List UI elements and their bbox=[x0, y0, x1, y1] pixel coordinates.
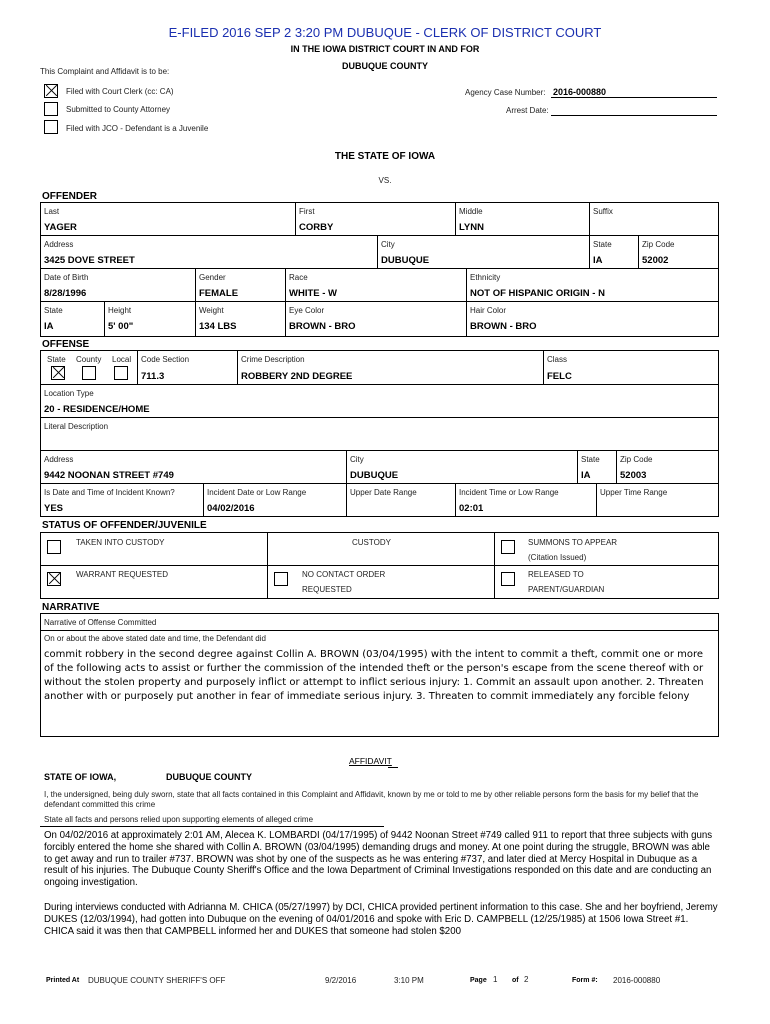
first-name-label: First bbox=[299, 207, 315, 216]
filed-with-jco-checkbox[interactable] bbox=[44, 120, 58, 134]
of-label: of bbox=[512, 977, 519, 984]
agency-case-label: Agency Case Number: bbox=[465, 88, 546, 97]
narrative-sub-label: Narrative of Offense Committed bbox=[44, 618, 157, 627]
offense-local-checkbox[interactable] bbox=[114, 366, 128, 380]
custody-label: CUSTODY bbox=[352, 538, 391, 547]
offender-title: OFFENDER bbox=[42, 191, 97, 202]
incident-city-label: City bbox=[350, 455, 364, 464]
dob-label: Date of Birth bbox=[44, 273, 89, 282]
offense-state-label: State bbox=[47, 355, 66, 364]
summons-checkbox[interactable] bbox=[501, 540, 515, 554]
affidavit-oath: I, the undersigned, being duly sworn, state that all facts contained in this Complaint and Affidavit, known by me or told to me by other reliable persons form the basis for my belief that the defendant committed this crime bbox=[44, 790, 699, 809]
offender-city-label: City bbox=[381, 240, 395, 249]
form-number-label: Form #: bbox=[572, 977, 598, 984]
height-label: Height bbox=[108, 306, 132, 315]
parent-guardian-label: PARENT/GUARDIAN bbox=[528, 585, 605, 594]
form-number-value: 2016-000880 bbox=[613, 976, 661, 985]
upper-date-label: Upper Date Range bbox=[350, 488, 417, 497]
incident-time-value: 02:01 bbox=[459, 503, 484, 514]
offender-state-value: IA bbox=[593, 255, 603, 266]
incident-address-label: Address bbox=[44, 455, 74, 464]
incident-state-label: State bbox=[581, 455, 600, 464]
narrative-lead: On or about the above stated date and time, the Defendant did bbox=[44, 634, 266, 643]
affidavit-county: DUBUQUE COUNTY bbox=[166, 772, 253, 782]
upper-time-label: Upper Time Range bbox=[600, 488, 668, 497]
code-section-label: Code Section bbox=[141, 355, 190, 364]
time-known-value: YES bbox=[44, 503, 64, 514]
class-value: FELC bbox=[547, 371, 572, 382]
incident-date-value: 04/02/2016 bbox=[207, 503, 255, 514]
efiled-stamp: E-FILED 2016 SEP 2 3:20 PM DUBUQUE - CLERK OF DISTRICT COURT bbox=[168, 25, 602, 40]
facts-label: State all facts and persons relied upon supporting elements of alleged crime bbox=[44, 815, 314, 824]
page-label: Page bbox=[470, 977, 487, 984]
offense-county-label: County bbox=[76, 355, 102, 364]
affidavit-state: STATE OF IOWA, bbox=[44, 772, 117, 782]
vs-label: VS. bbox=[378, 176, 392, 185]
offense-state-checkbox[interactable] bbox=[51, 366, 65, 380]
warrant-requested-label: WARRANT REQUESTED bbox=[76, 570, 169, 579]
code-section-value: 711.3 bbox=[141, 371, 165, 382]
eye-color-label: Eye Color bbox=[289, 306, 325, 315]
affidavit-title: AFFIDAVIT bbox=[349, 756, 392, 766]
last-name-value: YAGER bbox=[44, 222, 77, 233]
offender-zip-label: Zip Code bbox=[642, 240, 675, 249]
affidavit-paragraph-2: During interviews conducted with Adrianna M. CHICA (05/27/1997) by DCI, CHICA provided pertinent information to this case. She and her boyfriend, Jeremy DUKES (12/03/1994), had gotten into Dubuque on the evening of 04/01/2016 and spoke with Eric D. CAMPBELL (12/25/1985) at 1506 Iowa Street #1. CHICA said it was then that CAMPBELL informed her and DUKES that someone had stolen $200 bbox=[44, 902, 718, 937]
height-value: 5' 00" bbox=[108, 321, 134, 332]
hair-color-value: BROWN - BRO bbox=[470, 321, 537, 332]
location-type-label: Location Type bbox=[44, 389, 94, 398]
hair-color-label: Hair Color bbox=[470, 306, 507, 315]
offender-address-value: 3425 DOVE STREET bbox=[44, 255, 135, 266]
class-label: Class bbox=[547, 355, 568, 364]
race-value: WHITE - W bbox=[289, 288, 338, 299]
status-title: STATUS OF OFFENDER/JUVENILE bbox=[42, 520, 207, 531]
court-line-1: IN THE IOWA DISTRICT COURT IN AND FOR bbox=[290, 44, 480, 54]
offender-zip-value: 52002 bbox=[642, 255, 669, 266]
gender-value: FEMALE bbox=[199, 288, 239, 299]
no-contact-order-checkbox[interactable] bbox=[274, 572, 288, 586]
page-total: 2 bbox=[524, 975, 529, 984]
released-to-parent-checkbox[interactable] bbox=[501, 572, 515, 586]
filed-with-clerk-checkbox[interactable] bbox=[44, 84, 58, 98]
submitted-to-ca-label: Submitted to County Attorney bbox=[66, 105, 171, 114]
eye-color-value: BROWN - BRO bbox=[289, 321, 356, 332]
last-name-label: Last bbox=[44, 207, 60, 216]
offender-address-label: Address bbox=[44, 240, 74, 249]
location-type-value: 20 - RESIDENCE/HOME bbox=[44, 404, 150, 415]
incident-city-value: DUBUQUE bbox=[350, 470, 399, 481]
printed-at-label: Printed At bbox=[46, 977, 80, 984]
warrant-requested-checkbox[interactable] bbox=[47, 572, 61, 586]
offender-state2-value: IA bbox=[44, 321, 54, 332]
arrest-date-label: Arrest Date: bbox=[506, 106, 549, 115]
incident-state-value: IA bbox=[581, 470, 591, 481]
weight-value: 134 LBS bbox=[199, 321, 237, 332]
released-to-label: RELEASED TO bbox=[528, 570, 584, 579]
offense-local-label: Local bbox=[112, 355, 132, 364]
page-number: 1 bbox=[493, 975, 498, 984]
first-name-value: CORBY bbox=[299, 222, 334, 233]
filed-with-jco-label: Filed with JCO - Defendant is a Juvenile bbox=[66, 124, 209, 133]
incident-zip-label: Zip Code bbox=[620, 455, 653, 464]
offender-state2-label: State bbox=[44, 306, 63, 315]
printed-at-value: DUBUQUE COUNTY SHERIFF'S OFF bbox=[88, 976, 226, 985]
race-label: Race bbox=[289, 273, 308, 282]
crime-description-value: ROBBERY 2ND DEGREE bbox=[241, 371, 353, 382]
print-time: 3:10 PM bbox=[394, 976, 424, 985]
narrative-title: NARRATIVE bbox=[42, 602, 100, 613]
time-known-label: Is Date and Time of Incident Known? bbox=[44, 488, 175, 497]
ethnicity-value: NOT OF HISPANIC ORIGIN - N bbox=[470, 288, 605, 299]
court-line-2: DUBUQUE COUNTY bbox=[341, 61, 428, 71]
summons-label: SUMMONS TO APPEAR bbox=[528, 538, 618, 547]
no-contact-requested-label: REQUESTED bbox=[302, 585, 352, 594]
taken-into-custody-label: TAKEN INTO CUSTODY bbox=[76, 538, 165, 547]
gender-label: Gender bbox=[199, 273, 226, 282]
narrative-text: commit robbery in the second degree against Collin A. BROWN (03/04/1995) with the intent to commit a theft, commit one or more of the following acts to assist or further the commission of the intended theft or the person's escape from the scene thereof with or without the stolen property and purposely inflict or attempt to inflict serious injury: 1. Commit an assault upon another. 2. Threaten another with or purposely put another in fear of immediate serious injury. 3. Threaten to commit immediately any forcible felony bbox=[44, 649, 704, 702]
incident-address-value: 9442 NOONAN STREET #749 bbox=[44, 470, 174, 481]
filed-with-clerk-label: Filed with Court Clerk (cc: CA) bbox=[66, 87, 174, 96]
state-of-iowa: THE STATE OF IOWA bbox=[334, 151, 436, 162]
middle-name-label: Middle bbox=[459, 207, 483, 216]
submitted-to-ca-checkbox[interactable] bbox=[44, 102, 58, 116]
agency-case-value: 2016-000880 bbox=[553, 87, 607, 97]
ethnicity-label: Ethnicity bbox=[470, 273, 501, 282]
filing-intro: This Complaint and Affidavit is to be: bbox=[40, 67, 170, 76]
print-date: 9/2/2016 bbox=[325, 976, 357, 985]
suffix-label: Suffix bbox=[593, 207, 613, 216]
incident-date-label: Incident Date or Low Range bbox=[207, 488, 307, 497]
literal-description-label: Literal Description bbox=[44, 422, 109, 431]
offender-box bbox=[40, 202, 719, 337]
incident-zip-value: 52003 bbox=[620, 470, 647, 481]
offense-county-checkbox[interactable] bbox=[82, 366, 96, 380]
offense-title: OFFENSE bbox=[42, 339, 90, 350]
taken-into-custody-checkbox[interactable] bbox=[47, 540, 61, 554]
dob-value: 8/28/1996 bbox=[44, 288, 87, 299]
citation-issued-label: (Citation Issued) bbox=[528, 553, 587, 562]
incident-time-label: Incident Time or Low Range bbox=[459, 488, 559, 497]
offender-state-label: State bbox=[593, 240, 612, 249]
weight-label: Weight bbox=[199, 306, 224, 315]
no-contact-order-label: NO CONTACT ORDER bbox=[302, 570, 386, 579]
crime-description-label: Crime Description bbox=[241, 355, 305, 364]
middle-name-value: LYNN bbox=[459, 222, 484, 233]
offender-city-value: DUBUQUE bbox=[381, 255, 430, 266]
affidavit-paragraph-1: On 04/02/2016 at approximately 2:01 AM, Alecea K. LOMBARDI (04/17/1995) of 9442 Noonan Street #749 called 911 to report that three subjects with guns forcibly entered the home she shared with Collin A. BROWN (03/04/1995) demanding drugs and money. At one point during the struggle, BROWN was able to get away and run to trailer #737. BROWN was shot by one of the suspects as he was entering #737, and later died at Mercy Hospital in Dubuque as a result of his injuries. The Dubuque County Sheriff's Office and the Iowa Department of Criminal Investigations responded on this date and are conducting an ongoing investigation. bbox=[44, 830, 713, 889]
